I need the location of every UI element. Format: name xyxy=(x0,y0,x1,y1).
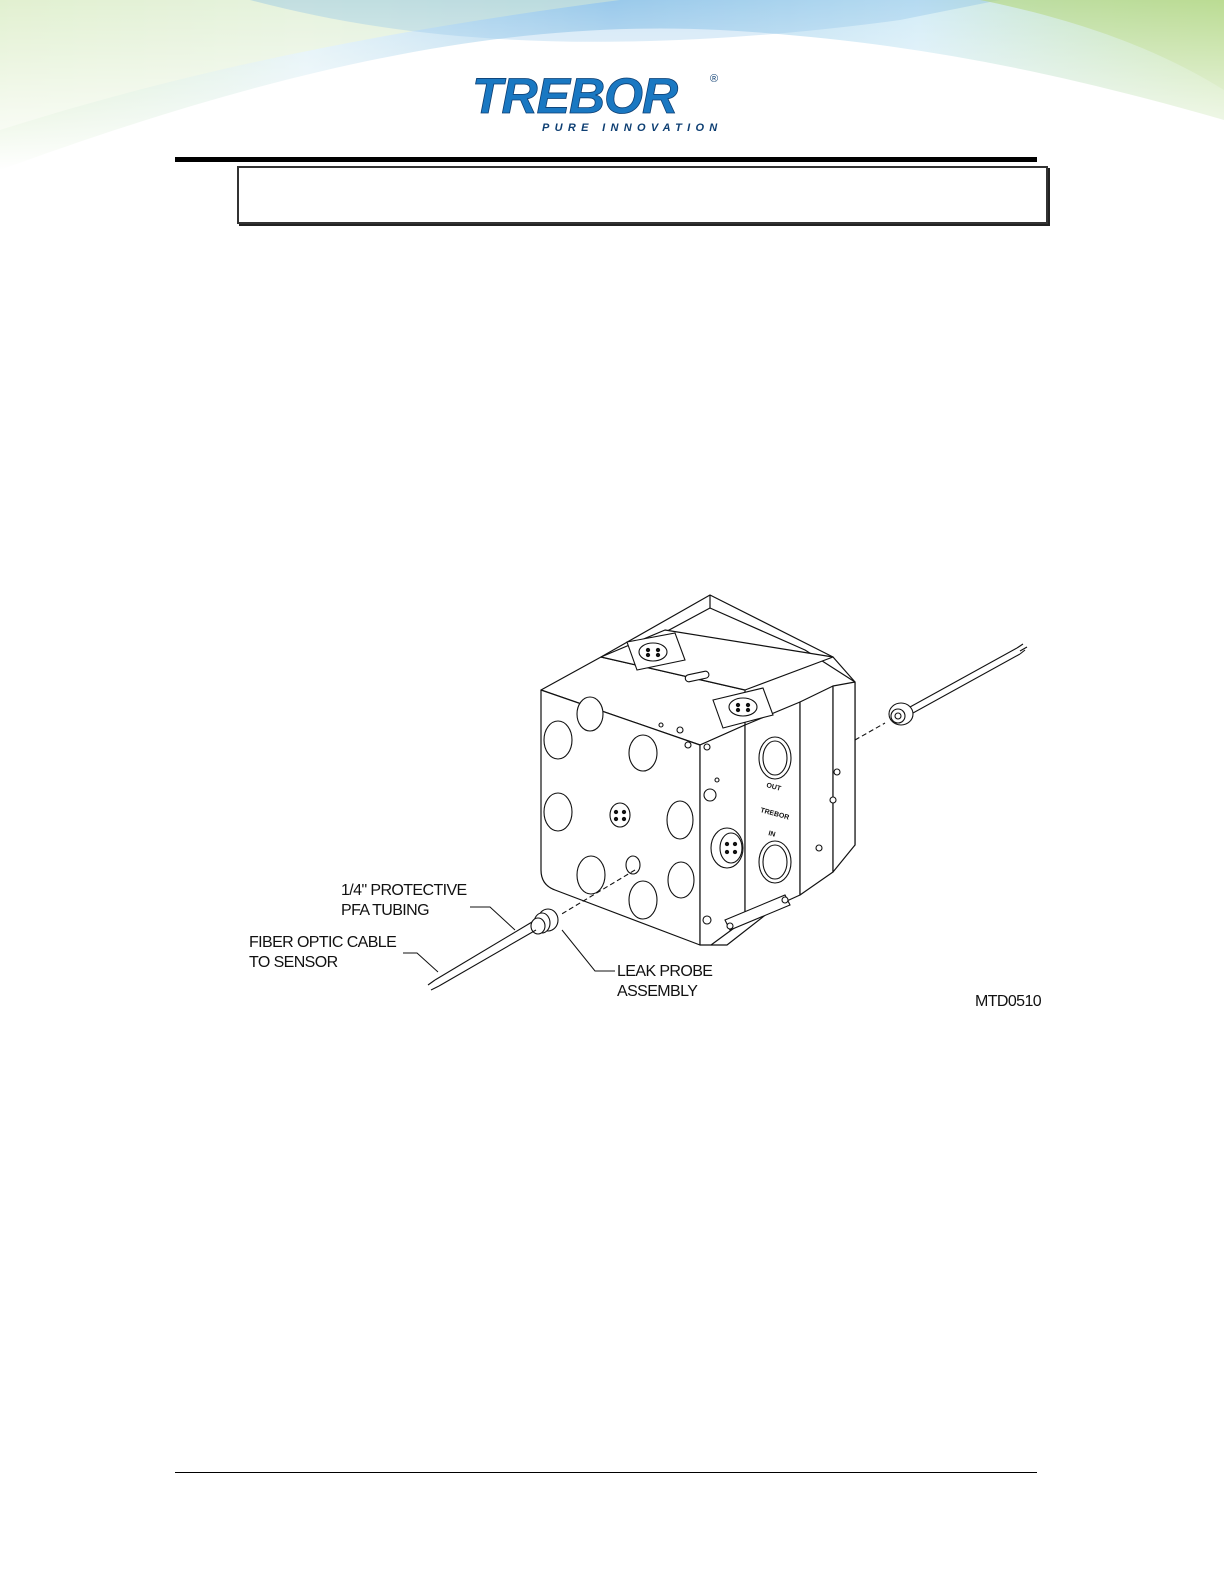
in-label: IN xyxy=(767,830,777,839)
trebor-logo xyxy=(470,70,750,140)
top-connector-front xyxy=(729,698,757,716)
logo-tagline: PURE INNOVATION xyxy=(542,122,723,134)
callout-fiber-optic-cable: FIBER OPTIC CABLE TO SENSOR xyxy=(249,934,397,971)
out-label: OUT xyxy=(765,782,782,793)
registered-mark: ® xyxy=(710,73,719,85)
section-title-box xyxy=(237,166,1048,224)
top-connector-rear xyxy=(639,643,667,661)
header-rule xyxy=(175,157,1037,162)
drawing-number: MTD0510 xyxy=(975,993,1042,1010)
block-brand-label: TREBOR xyxy=(759,807,790,822)
callout-pfa-tubing: 1/4" PROTECTIVE PFA TUBING xyxy=(341,882,467,919)
callout-leak-probe-assembly: LEAK PROBE ASSEMBLY xyxy=(617,963,713,1000)
logo-wordmark: TREBOR xyxy=(472,70,678,124)
leak-probe-right xyxy=(855,644,1027,740)
footer-rule xyxy=(175,1472,1037,1473)
